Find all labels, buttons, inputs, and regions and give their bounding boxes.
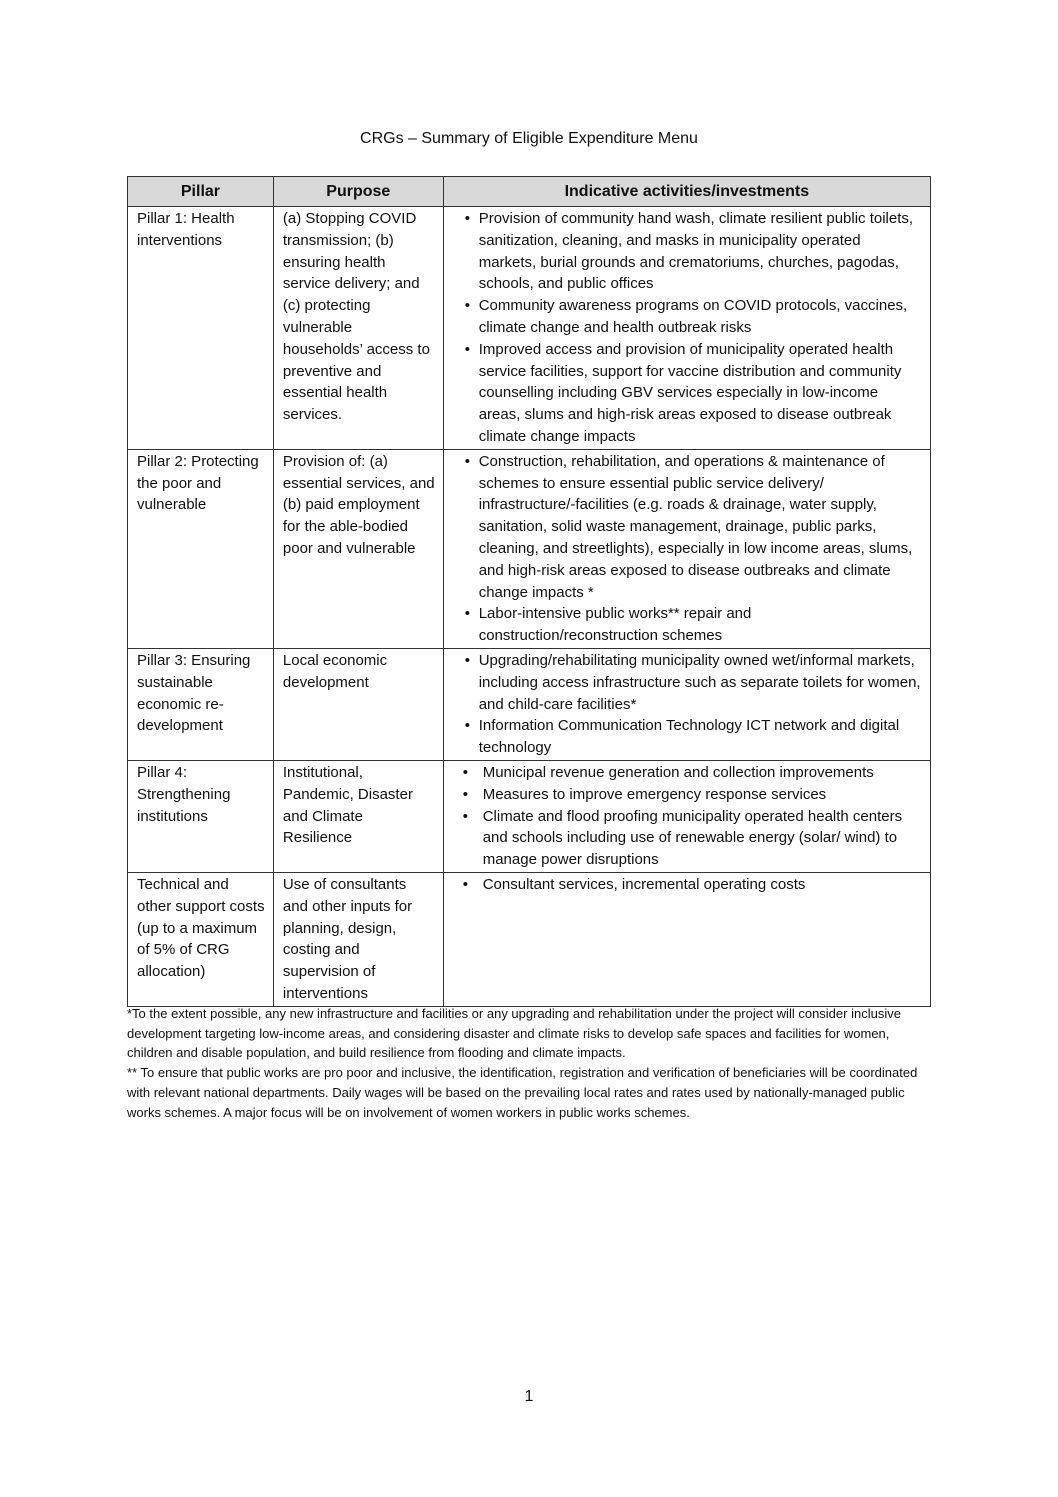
purpose-cell: (a) Stopping COVID transmission; (b) ensuring health service delivery; and (c) protecting vulnerable households’ access to preventive and essential health services. (273, 207, 443, 450)
expenditure-menu-table (127, 176, 931, 1007)
pillar-cell: Pillar 1: Health interventions (128, 207, 274, 450)
purpose-cell: Local economic development (273, 648, 443, 760)
header-purpose: Purpose (273, 177, 443, 207)
activity-item: • Measures to improve emergency response services (453, 784, 922, 806)
activity-item: • Provision of community hand wash, climate resilient public toilets, sanitization, cleaning, and masks in municipality operated markets, burial grounds and crematoriums, churches, pagodas, schools, and public offices (453, 208, 922, 295)
activity-list (453, 451, 922, 647)
activity-item: • Information Communication Technology ICT network and digital technology (453, 715, 922, 759)
header-pillar: Pillar (128, 177, 274, 207)
footnotes (127, 1004, 931, 1122)
activity-item: • Upgrading/rehabilitating municipality owned wet/informal markets, including access infrastructure such as separate toilets for women, and child-care facilities* (453, 650, 922, 715)
purpose-cell: Institutional, Pandemic, Disaster and Climate Resilience (273, 760, 443, 872)
footnote: *To the extent possible, any new infrastructure and facilities or any upgrading and rehabilitation under the project will consider inclusive development targeting low-income areas, and considering disaster and climate risks to develop safe spaces and facilities for women, children and disable population, and build resilience from flooding and climate impacts. (127, 1006, 901, 1061)
header-activities: Indicative activities/investments (443, 177, 930, 207)
page-title: CRGs – Summary of Eligible Expenditure Menu (360, 130, 698, 147)
activity-list (453, 762, 922, 871)
activity-item: • Community awareness programs on COVID protocols, vaccines, climate change and health outbreak risks (453, 295, 922, 339)
activity-item: • Consultant services, incremental operating costs (453, 874, 922, 896)
table-row (128, 760, 931, 872)
activities-cell (443, 648, 930, 760)
purpose-cell: Provision of: (a) essential services, and (b) paid employment for the able-bodied poor and vulnerable (273, 449, 443, 648)
table-row (128, 207, 931, 450)
activity-list (453, 874, 922, 896)
table-row (128, 872, 931, 1006)
activities-cell (443, 760, 930, 872)
table-header-row (128, 177, 931, 207)
activities-cell (443, 449, 930, 648)
pillar-cell: Pillar 3: Ensuring sustainable economic re-development (128, 648, 274, 760)
pillar-cell: Pillar 2: Protecting the poor and vulnerable (128, 449, 274, 648)
page-number: 1 (524, 1388, 534, 1405)
activity-item: • Construction, rehabilitation, and operations & maintenance of schemes to ensure essential public service delivery/ infrastructure/-facilities (e.g. roads & drainage, water supply, sanitation, solid waste management, drainage, public parks, cleaning, and streetlights), especially in low income areas, slums, and high-risk areas exposed to disease outbreaks and climate change impacts * (453, 451, 922, 604)
activity-item: • Labor-intensive public works** repair and construction/reconstruction schemes (453, 603, 922, 647)
activity-item: • Municipal revenue generation and collection improvements (453, 762, 922, 784)
purpose-cell: Use of consultants and other inputs for planning, design, costing and supervision of interventions (273, 872, 443, 1006)
activity-list (453, 208, 922, 448)
footnote: ** To ensure that public works are pro poor and inclusive, the identification, registration and verification of beneficiaries will be coordinated with relevant national departments. Daily wages will be based on the prevailing local rates and rates used by nationally-managed public works schemes. A major focus will be on involvement of women workers in public works schemes. (127, 1065, 918, 1120)
activity-list (453, 650, 922, 759)
activities-cell (443, 872, 930, 1006)
pillar-cell: Technical and other support costs (up to a maximum of 5% of CRG allocation) (128, 872, 274, 1006)
pillar-cell: Pillar 4: Strengthening institutions (128, 760, 274, 872)
activities-cell (443, 207, 930, 450)
table-row (128, 449, 931, 648)
activity-item: • Climate and flood proofing municipality operated health centers and schools including use of renewable energy (solar/ wind) to manage power disruptions (453, 806, 922, 871)
activity-item: • Improved access and provision of municipality operated health service facilities, support for vaccine distribution and community counselling including GBV services especially in low-income areas, slums and high-risk areas exposed to disease outbreak climate change impacts (453, 339, 922, 448)
table-row (128, 648, 931, 760)
